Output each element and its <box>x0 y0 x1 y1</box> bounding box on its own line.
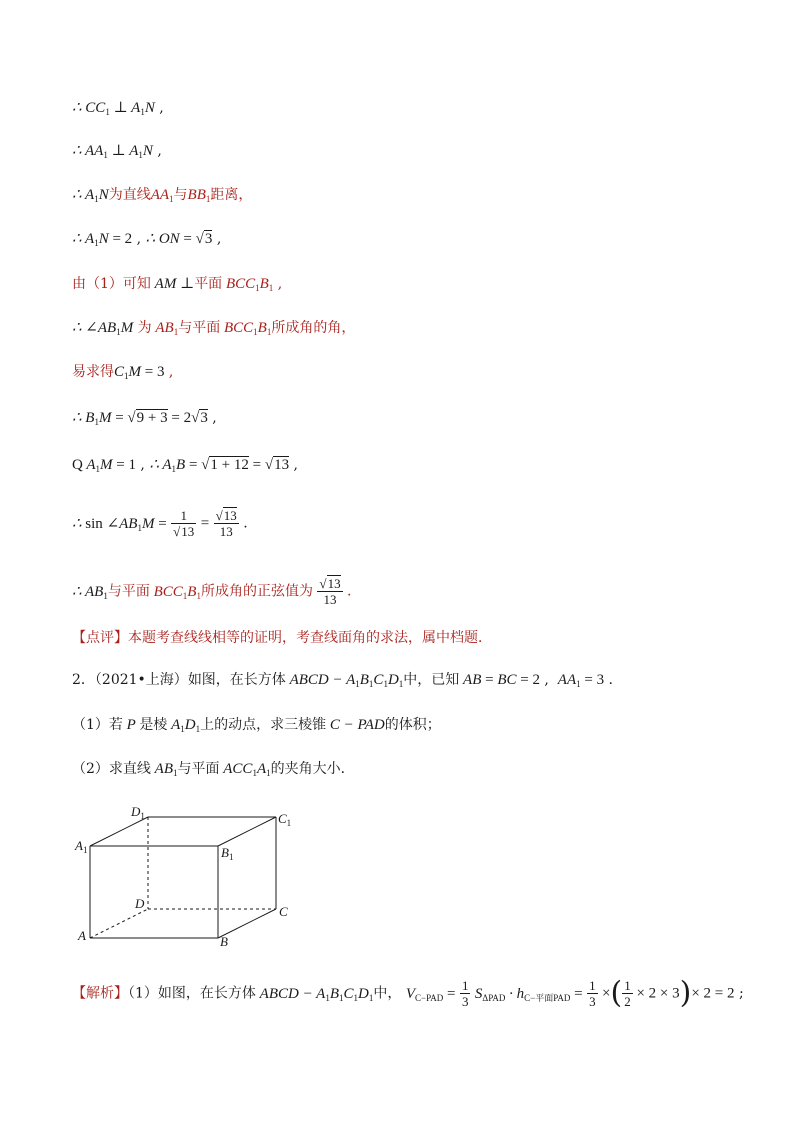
problem-2-part-1: （1）若 P 是棱 $A_1D_1$上的动点，求三棱锥 C − PAD的体积； <box>72 717 441 734</box>
proof-line-9: Q $A_1M = 1$ , ∴ $A_1B = √1 + 12 = √13$ , <box>72 457 298 474</box>
fraction: $\frac{√13}{13}$ <box>319 576 341 607</box>
label-b: B <box>220 934 228 949</box>
proof-line-4: ∴ $A_1N = 2$ , ∴ ON = √3 , <box>72 231 222 248</box>
label-c: C <box>279 904 288 919</box>
proof-line-5: 由（1）可知 AM ⊥平面 $BCC_1B_1$ , <box>72 276 283 293</box>
comment-tag: 【点评】 <box>72 630 128 646</box>
label-d1: $D_1$ <box>131 804 145 821</box>
proof-line-7: 易求得$C_1M = 3$ , <box>72 364 174 381</box>
label-a1: $A_1$ <box>75 838 88 855</box>
comment-line <box>72 628 492 648</box>
problem-2-part-2: （2）求直线 $AB_1$与平面 $ACC_1A_1$的夹角大小． <box>72 761 355 778</box>
fraction: $\frac{1}{3}$ <box>461 978 469 1009</box>
label-c1: $C_1$ <box>278 811 292 828</box>
fraction: $\frac{1}{3}$ <box>589 978 596 1009</box>
problem-2-statement: 2．（2021•上海）如图，在长方体 ABCD − $A_1B_1C_1D_1$中，已知 AB = BC = 2 , $AA_1 = 3$ . <box>72 672 613 689</box>
proof-line-1: ∴ $CC_1$ ⊥ $A_1N$ , <box>72 100 164 117</box>
proof-line-12: ∴ $AB_1$与平面 $BCC_1B_1$所成角的正弦值为 $\frac{√13}{13}$ . <box>72 576 352 607</box>
proof-line-10: ∴ $\sin \angle AB_1M$ = $\frac{1}{√13}$ = $\frac{√13}{13}$ . <box>72 508 248 539</box>
label-d: D <box>135 896 145 911</box>
proof-line-8: ∴ $B_1M = √9 + 3 = 2√3$ , <box>72 410 217 427</box>
label-b1: $B_1$ <box>221 845 234 862</box>
proof-line-2: ∴ $AA_1$ ⊥ $A_1N$ , <box>72 143 162 160</box>
proof-line-3: ∴ $A_1N$为直线$AA_1$与$BB_1$距离， <box>72 187 253 204</box>
edge-a1-d1 <box>90 817 148 846</box>
edge-b1-c1 <box>218 817 276 846</box>
comment-text: 本题考查线线相等的证明，考查线面角的求法，属中档题． <box>128 630 492 646</box>
label-a: A <box>78 928 86 943</box>
solution-tag: 【解析】 <box>72 985 128 1002</box>
edge-a-d-hidden <box>90 909 148 938</box>
cuboid-figure <box>74 800 314 952</box>
fraction: $\frac{1}{2}$ <box>624 978 631 1009</box>
solution-line: 【解析】（1）如图，在长方体 ABCD − $A_1B_1C_1D_1$中， $V_{C-PAD}$ = $\frac{1}{3}$ $S_{\Delta PAD} \cdot h_{C-平面PAD}$ = $\frac{1}{3}$ ×( $\frac{1}{2}$ × 2 × 3)× 2 = 2 ; <box>72 975 744 1011</box>
fraction: $\frac{1}{√13}$ <box>173 508 195 539</box>
fraction: $\frac{√13}{13}$ <box>215 508 237 539</box>
proof-line-6: ∴ $\angle AB_1M$ 为 $AB_1$与平面 $BCC_1B_1$所成角的角， <box>72 320 356 337</box>
